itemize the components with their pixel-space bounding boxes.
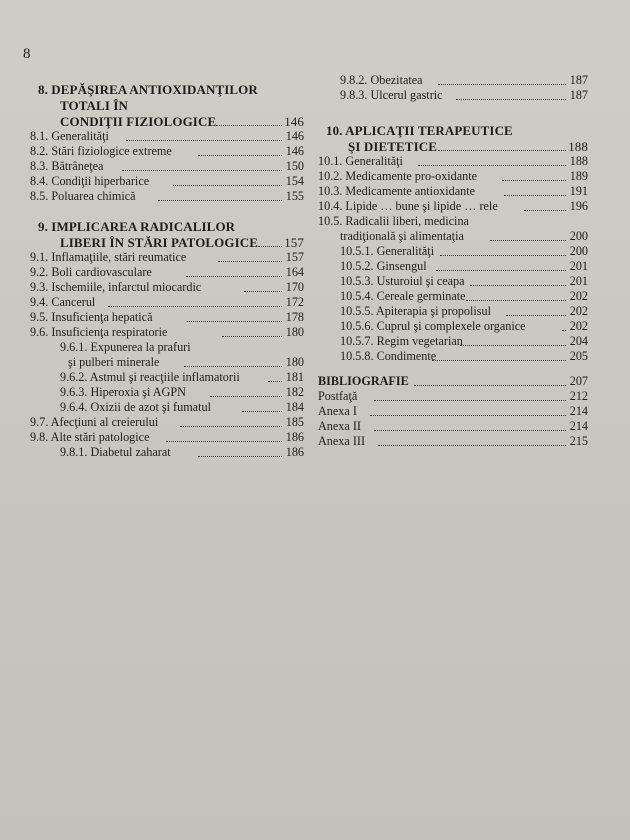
toc-leader bbox=[242, 396, 282, 412]
toc-page: 178 bbox=[285, 310, 304, 324]
toc-leader bbox=[504, 180, 566, 196]
toc-label: 9.6.2. Astmul şi reacţiile inflamatorii bbox=[60, 370, 240, 384]
chapter-10-title-line1: 10. APLICAŢII TERAPEUTICE bbox=[326, 123, 513, 138]
toc-entry bbox=[318, 434, 588, 449]
toc-page: 188 bbox=[569, 154, 588, 168]
toc-label: Postfaţă bbox=[318, 389, 358, 403]
toc-label: 8.5. Poluarea chimică bbox=[30, 189, 136, 203]
toc-leader bbox=[370, 400, 566, 416]
toc-entry bbox=[340, 304, 588, 319]
toc-page: 146 bbox=[285, 129, 304, 143]
toc-leader bbox=[378, 430, 566, 446]
toc-page: 207 bbox=[569, 374, 588, 388]
toc-entry bbox=[340, 88, 588, 103]
toc-page: 212 bbox=[569, 389, 588, 403]
toc-label: 9.7. Afecţiuni al creierului bbox=[30, 415, 159, 429]
toc-entry bbox=[30, 189, 304, 204]
toc-entry bbox=[318, 199, 588, 214]
toc-page: 146 bbox=[284, 114, 304, 129]
toc-page: 201 bbox=[569, 259, 588, 273]
back-matter bbox=[318, 374, 588, 449]
toc-leader bbox=[108, 291, 282, 307]
toc-label: 9.2. Boli cardiovasculare bbox=[30, 265, 152, 279]
toc-label: 9.6.1. Expunerea la prafuri bbox=[60, 340, 191, 354]
toc-left-column bbox=[30, 82, 304, 460]
toc-label: 9.6. Insuficienţa respiratorie bbox=[30, 325, 168, 339]
toc-label: 8.3. Bătrâneţea bbox=[30, 159, 104, 173]
toc-page: 164 bbox=[285, 265, 304, 279]
toc-leader bbox=[222, 321, 282, 337]
toc-page: 202 bbox=[569, 319, 588, 333]
toc-page: 200 bbox=[569, 244, 588, 258]
toc-leader bbox=[440, 240, 566, 256]
toc-leader bbox=[470, 270, 566, 286]
toc-label: 9.1. Inflamaţiile, stări reumatice bbox=[30, 250, 187, 264]
toc-label: 9.3. Ischemiile, infarctul miocardic bbox=[30, 280, 202, 294]
toc-page: 200 bbox=[569, 229, 588, 243]
toc-leader bbox=[186, 261, 282, 277]
chapter-8-title-line3: CONDIŢII FIZIOLOGICE bbox=[60, 114, 217, 129]
toc-page: 184 bbox=[285, 400, 304, 414]
toc-leader bbox=[502, 165, 566, 181]
chapter-9-title-line1: 9. IMPLICAREA RADICALILOR bbox=[38, 219, 236, 234]
toc-page: 172 bbox=[285, 295, 304, 309]
toc-label: 10.2. Medicamente pro-oxidante bbox=[318, 169, 478, 183]
toc-leader bbox=[180, 411, 282, 427]
chapter-8-title-line2: TOTALI ÎN bbox=[60, 98, 128, 113]
toc-page: 205 bbox=[569, 349, 588, 363]
toc-page: 181 bbox=[285, 370, 304, 384]
toc-leader bbox=[438, 69, 566, 85]
toc-label: 9.4. Cancerul bbox=[30, 295, 96, 309]
toc-leader bbox=[466, 285, 566, 301]
chapter-9-items bbox=[30, 250, 304, 460]
toc-label: 10.3. Medicamente antioxidante bbox=[318, 184, 476, 198]
toc-label: 10.1. Generalităţi bbox=[318, 154, 403, 168]
toc-label: Anexa II bbox=[318, 419, 361, 433]
toc-leader bbox=[198, 441, 282, 457]
toc-leader bbox=[374, 415, 566, 431]
toc-leader bbox=[456, 84, 566, 100]
toc-page: 201 bbox=[569, 274, 588, 288]
toc-entry bbox=[30, 325, 304, 340]
toc-label: 8.2. Stări fiziologice extreme bbox=[30, 144, 172, 158]
toc-leader bbox=[216, 110, 282, 126]
toc-label: 10.5. Radicalii liberi, medicina bbox=[318, 214, 469, 228]
toc-leader bbox=[562, 315, 566, 331]
toc-label: 10.5.8. Condimente bbox=[340, 349, 437, 363]
toc-leader bbox=[432, 345, 566, 361]
toc-page: 215 bbox=[569, 434, 588, 448]
toc-label: 8.4. Condiţii hiperbarice bbox=[30, 174, 150, 188]
toc-page: 214 bbox=[569, 404, 588, 418]
toc-label: 10.5.7. Regim vegetarian bbox=[340, 334, 463, 348]
chapter-8-items bbox=[30, 129, 304, 204]
toc-page: 185 bbox=[285, 415, 304, 429]
toc-page: 150 bbox=[285, 159, 304, 173]
toc-leader bbox=[198, 140, 282, 156]
toc-leader bbox=[126, 125, 282, 141]
toc-page: 214 bbox=[569, 419, 588, 433]
toc-label: 10.5.1. Generalităţi bbox=[340, 244, 435, 258]
toc-right-column bbox=[318, 73, 588, 449]
toc-entry bbox=[60, 445, 304, 460]
toc-page: 170 bbox=[285, 280, 304, 294]
page-number: 8 bbox=[23, 46, 31, 62]
toc-page: 182 bbox=[285, 385, 304, 399]
toc-label: 8.1. Generalităţi bbox=[30, 129, 109, 143]
toc-label: 9.8. Alte stări patologice bbox=[30, 430, 150, 444]
toc-leader bbox=[244, 276, 282, 292]
toc-page: 146 bbox=[285, 144, 304, 158]
toc-leader bbox=[210, 381, 282, 397]
toc-leader bbox=[258, 231, 282, 247]
toc-leader bbox=[418, 150, 566, 166]
chapter-10-items bbox=[318, 154, 588, 364]
chapter-9-title-line2: LIBERI ÎN STĂRI PATOLOGICE bbox=[60, 235, 259, 250]
subsection-10-5 bbox=[318, 244, 588, 364]
toc-label: 10.5.4. Cereale germinate bbox=[340, 289, 466, 303]
toc-page: 196 bbox=[569, 199, 588, 213]
toc-page: 204 bbox=[569, 334, 588, 348]
toc-leader bbox=[506, 300, 566, 316]
toc-leader bbox=[184, 351, 282, 367]
toc-page: 155 bbox=[285, 189, 304, 203]
toc-leader bbox=[122, 155, 282, 171]
toc-label: Anexa I bbox=[318, 404, 357, 418]
toc-label: 9.8.3. Ulcerul gastric bbox=[340, 88, 443, 102]
toc-page: 180 bbox=[285, 355, 304, 369]
toc-label: tradiţională şi alimentaţia bbox=[340, 229, 464, 243]
toc-leader bbox=[374, 385, 566, 401]
toc-leader bbox=[414, 370, 566, 386]
toc-leader bbox=[524, 195, 566, 211]
toc-page: 157 bbox=[284, 235, 304, 250]
subsection-9-6 bbox=[30, 340, 304, 415]
toc-leader bbox=[490, 225, 566, 241]
chapter-8-title-line1: 8. DEPĂŞIREA ANTIOXIDANŢILOR bbox=[38, 82, 258, 97]
chapter-8-heading bbox=[38, 82, 304, 129]
toc-page: 188 bbox=[568, 139, 588, 154]
toc-page: 202 bbox=[569, 304, 588, 318]
subsection-9-8-continued bbox=[318, 73, 588, 103]
toc-label: şi pulberi minerale bbox=[68, 355, 160, 369]
toc-page: 189 bbox=[569, 169, 588, 183]
toc-leader bbox=[166, 426, 282, 442]
toc-leader bbox=[268, 366, 282, 382]
toc-leader bbox=[187, 306, 282, 322]
toc-page: 187 bbox=[569, 88, 588, 102]
toc-leader bbox=[218, 246, 282, 262]
toc-page: 154 bbox=[285, 174, 304, 188]
toc-page: 180 bbox=[285, 325, 304, 339]
toc-page: 191 bbox=[569, 184, 588, 198]
toc-entry bbox=[340, 349, 588, 364]
toc-leader bbox=[438, 135, 566, 151]
toc-leader bbox=[436, 255, 566, 271]
toc-label: 10.4. Lipide … bune şi lipide … rele bbox=[318, 199, 498, 213]
toc-leader bbox=[460, 330, 566, 346]
toc-label: Anexa III bbox=[318, 434, 366, 448]
toc-label: 10.5.6. Cuprul şi complexele organice bbox=[340, 319, 526, 333]
toc-page: 202 bbox=[569, 289, 588, 303]
toc-page: 157 bbox=[285, 250, 304, 264]
toc-label: 9.5. Insuficienţa hepatică bbox=[30, 310, 153, 324]
toc-label: 10.5.5. Apiterapia şi propolisul bbox=[340, 304, 491, 318]
toc-leader bbox=[173, 170, 282, 186]
toc-label: 9.8.2. Obezitatea bbox=[340, 73, 423, 87]
toc-leader bbox=[158, 185, 282, 201]
toc-page: 187 bbox=[569, 73, 588, 87]
subsection-9-8 bbox=[30, 445, 304, 460]
toc-label: 10.5.2. Ginsengul bbox=[340, 259, 427, 273]
toc-label: BIBLIOGRAFIE bbox=[318, 374, 409, 388]
toc-label: 9.6.3. Hiperoxia şi AGPN bbox=[60, 385, 186, 399]
toc-page: 186 bbox=[285, 430, 304, 444]
toc-label: 10.5.3. Usturoiul şi ceapa bbox=[340, 274, 465, 288]
chapter-10-title-line2: ŞI DIETETICE bbox=[348, 139, 437, 154]
toc-label: 9.6.4. Oxizii de azot şi fumatul bbox=[60, 400, 211, 414]
toc-page: 186 bbox=[285, 445, 304, 459]
toc-label: 9.8.1. Diabetul zaharat bbox=[60, 445, 171, 459]
